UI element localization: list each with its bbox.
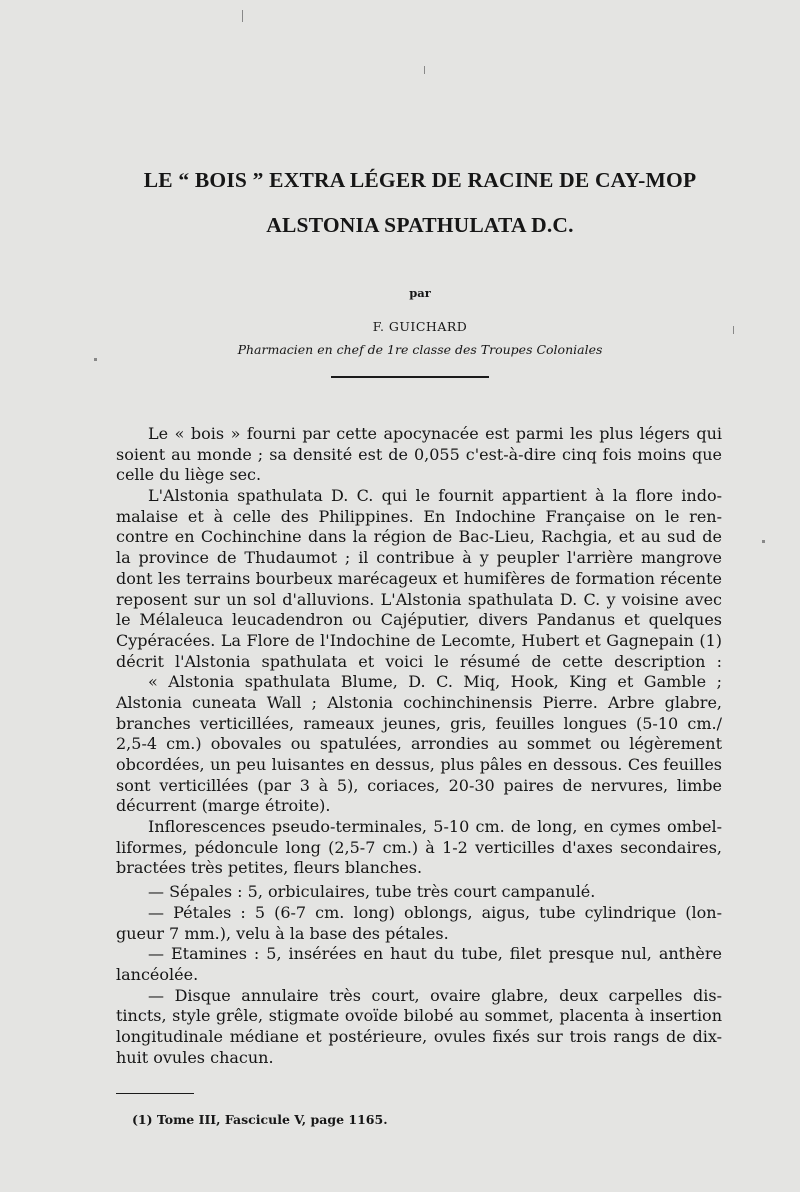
- body-line: — Sépales : 5, orbiculaires, tube très court campanulé.: [148, 882, 596, 902]
- body-line: liformes, pédoncule long (2,5-7 cm.) à 1-2 verticilles d'axes secondaires,: [116, 837, 722, 857]
- scan-speck: [424, 66, 425, 74]
- scan-speck: [762, 540, 765, 543]
- body-line: — Disque annulaire très court, ovaire glabre, deux carpelles dis-: [148, 985, 722, 1005]
- body-line: celle du liège sec.: [116, 465, 262, 485]
- article-body: [116, 424, 722, 1068]
- body-line: lancéolée.: [116, 964, 199, 984]
- scan-speck: [242, 10, 243, 22]
- body-line: bractées très petites, fleurs blanches.: [116, 858, 423, 878]
- body-line: reposent sur un sol d'alluvions. L'Alstonia spathulata D. C. y voisine avec: [116, 589, 722, 609]
- body-line: soient au monde ; sa densité est de 0,055 c'est-à-dire cinq fois moins que: [116, 444, 722, 464]
- body-line: malaise et à celle des Philippines. En Indochine Française on le ren-: [116, 506, 722, 526]
- body-line: décurrent (marge étroite).: [116, 796, 331, 816]
- body-line: le Mélaleuca leucadendron ou Cajéputier, divers Pandanus et quelques: [116, 610, 722, 630]
- body-line: contre en Cochinchine dans la région de Bac-Lieu, Rachgia, et au sud de: [116, 527, 722, 547]
- body-line: branches verticillées, rameaux jeunes, gris, feuilles longues (5-10 cm./: [116, 713, 722, 733]
- body-line: gueur 7 mm.), velu à la base des pétales.: [116, 923, 449, 943]
- author-name: F. GUICHARD: [372, 319, 468, 334]
- scan-speck: [733, 326, 734, 334]
- body-line: obcordées, un peu luisantes en dessus, plus pâles en dessous. Ces feuilles: [116, 755, 722, 774]
- body-line: longitudinale médiane et postérieure, ovules fixés sur trois rangs de dix-: [116, 1026, 722, 1046]
- body-line: Le « bois » fourni par cette apocynacée est parmi les plus légers qui: [148, 424, 722, 443]
- body-line: sont verticillées (par 3 à 5), coriaces, 20-30 paires de nervures, limbe: [116, 775, 722, 795]
- body-line: dont les terrains bourbeux marécageux et humifères de formation récente: [116, 568, 722, 588]
- body-line: décrit l'Alstonia spathulata et voici le résumé de cette description :: [116, 651, 722, 671]
- body-line: 2,5-4 cm.) obovales ou spatulées, arrondies au sommet ou légèrement: [116, 734, 722, 754]
- footnote-rule: [116, 1093, 194, 1094]
- article-title-line-2: ALSTONIA SPATHULATA D.C.: [266, 213, 574, 237]
- body-line: la province de Thudaumot ; il contribue à y peupler l'arrière mangrove: [116, 548, 722, 568]
- body-line: L'Alstonia spathulata D. C. qui le fournit appartient à la flore indo-: [148, 486, 722, 506]
- body-line: — Pétales : 5 (6-7 cm. long) oblongs, aigus, tube cylindrique (lon-: [148, 902, 722, 922]
- byline-par: par: [409, 286, 431, 300]
- body-line: Alstonia cuneata Wall ; Alstonia cochinchinensis Pierre. Arbre glabre,: [116, 692, 722, 712]
- body-line: « Alstonia spathulata Blume, D. C. Miq, Hook, King et Gamble ;: [148, 672, 722, 692]
- title-separator-rule: [331, 376, 489, 378]
- scan-speck: [94, 358, 97, 361]
- body-line: huit ovules chacun.: [116, 1047, 274, 1067]
- body-line: tincts, style grêle, stigmate ovoïde bilobé au sommet, placenta à insertion: [116, 1006, 722, 1026]
- article-title-line-1: LE “ BOIS ” EXTRA LÉGER DE RACINE DE CAY-MOP: [143, 168, 697, 192]
- body-line: Cypéracées. La Flore de l'Indochine de Lecomte, Hubert et Gagnepain (1): [116, 630, 722, 650]
- author-affiliation: Pharmacien en chef de 1re classe des Troupes Coloniales: [237, 342, 603, 357]
- body-line: — Etamines : 5, insérées en haut du tube, filet presque nul, anthère: [148, 944, 722, 964]
- footnote: (1) Tome III, Fascicule V, page 1165.: [132, 1112, 388, 1127]
- body-line: Inflorescences pseudo-terminales, 5-10 cm. de long, en cymes ombel-: [148, 817, 722, 837]
